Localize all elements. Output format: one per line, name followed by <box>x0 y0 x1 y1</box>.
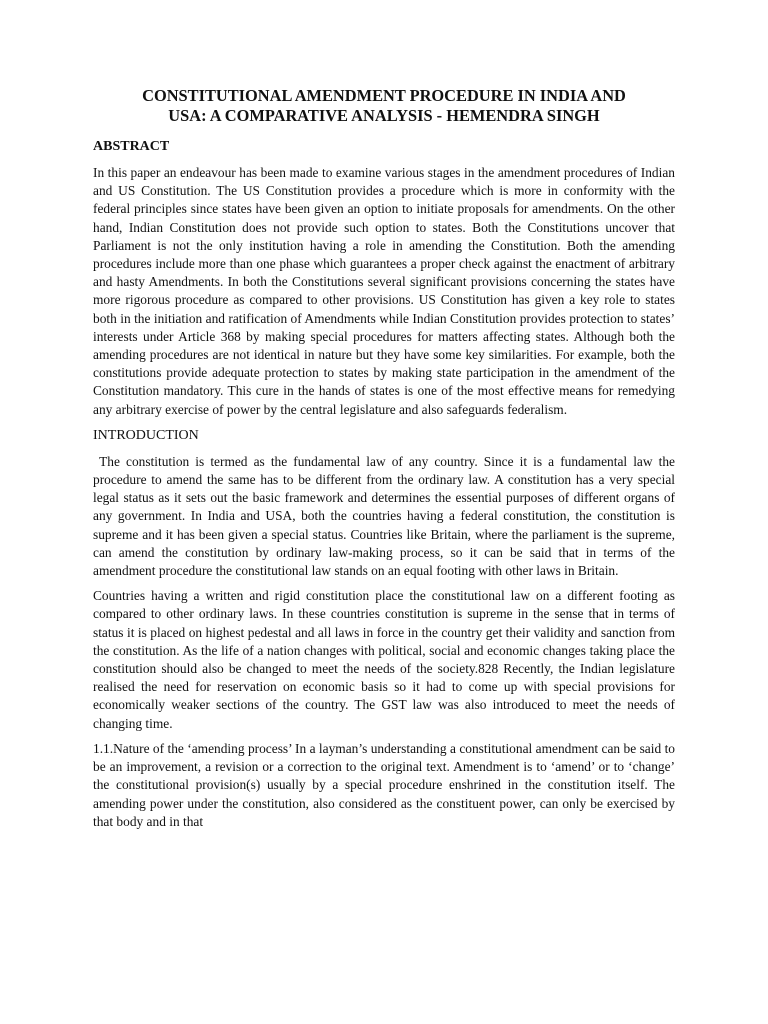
abstract-heading: ABSTRACT <box>93 139 170 154</box>
title-line-2: USA: A COMPARATIVE ANALYSIS - HEMENDRA SINGH <box>168 106 600 125</box>
title-line-1: CONSTITUTIONAL AMENDMENT PROCEDURE IN INDIA AND <box>142 86 626 105</box>
introduction-paragraph-1: The constitution is termed as the fundamental law of any country. Since it is a fundamental law the procedure to amend the same has to be different from the ordinary law. A constitution has a very special legal status as it sets out the basic framework and determines the essential purposes of different organs of any government. In India and USA, both the countries having a federal constitution, the constitution is supreme and it has been given a special status. Countries like Britain, where the parliament is the supreme, can amend the constitution by ordinary law-making process, so it can be said that in terms of the amendment procedure the constitutional law stands on an equal footing with other laws in Britain. <box>93 453 679 579</box>
document-title <box>93 86 675 126</box>
abstract-paragraph: In this paper an endeavour has been made to examine various stages in the amendment procedures of Indian and US Constitution. The US Constitution provides a procedure which is more in conformity with the federal principles since states have been given an option to initiate proposals for amendments. On the other hand, Indian Constitution does not provide such option to states. Both the Constitutions uncover that Parliament is not the only institution having a role in amending the Constitution. Both the amending procedures include more than one phase which guarantees a proper check against the enactment of arbitrary and hasty Amendments. In both the Constitutions several significant provisions concerning the states have more rigorous procedure as compared to other provisions. US Constitution has given a key role to states both in the initiation and ratification of Amendments while Indian Constitution provides protection to states’ interests under Article 368 by making special procedures for matters affecting states. Although both the amending procedures are not identical in nature but they have some key similarities. For example, both the constitutions provide adequate protection to states by making state participation in the amendment of the Constitution mandatory. This cure in the hands of states is one of the most effective means for remedying any arbitrary exercise of power by the central legislature and also safeguards federalism. <box>93 165 675 417</box>
introduction-heading: INTRODUCTION <box>93 427 199 443</box>
introduction-paragraph-3: 1.1.Nature of the ‘amending process’ In a layman’s understanding a constitutional amendment can be said to be an improvement, a revision or a correction to the original text. Amendment is to ‘amend’ or to ‘change’ the constitutional provision(s) usually by a special procedure enshrined in the constitution itself. The amending power under the constitution, also considered as the constituent power, can only be exercised by that body and in that <box>93 740 675 829</box>
document-page <box>93 86 679 838</box>
introduction-paragraph-2: Countries having a written and rigid constitution place the constitutional law on a different footing as compared to other ordinary laws. In these countries constitution is supreme in the sense that in terms of status it is placed on highest pedestal and all laws in force in the country get their validity and sanction from the constitution. As the life of a nation changes with political, social and economic changes taking place the constitution should also be changed to meet the needs of the society.828 Recently, the Indian legislature realised the need for reservation on economic basis so it had to come up with special provisions for economically weaker sections of the country. The GST law was also introduced to meet the needs of changing time. <box>93 588 675 731</box>
